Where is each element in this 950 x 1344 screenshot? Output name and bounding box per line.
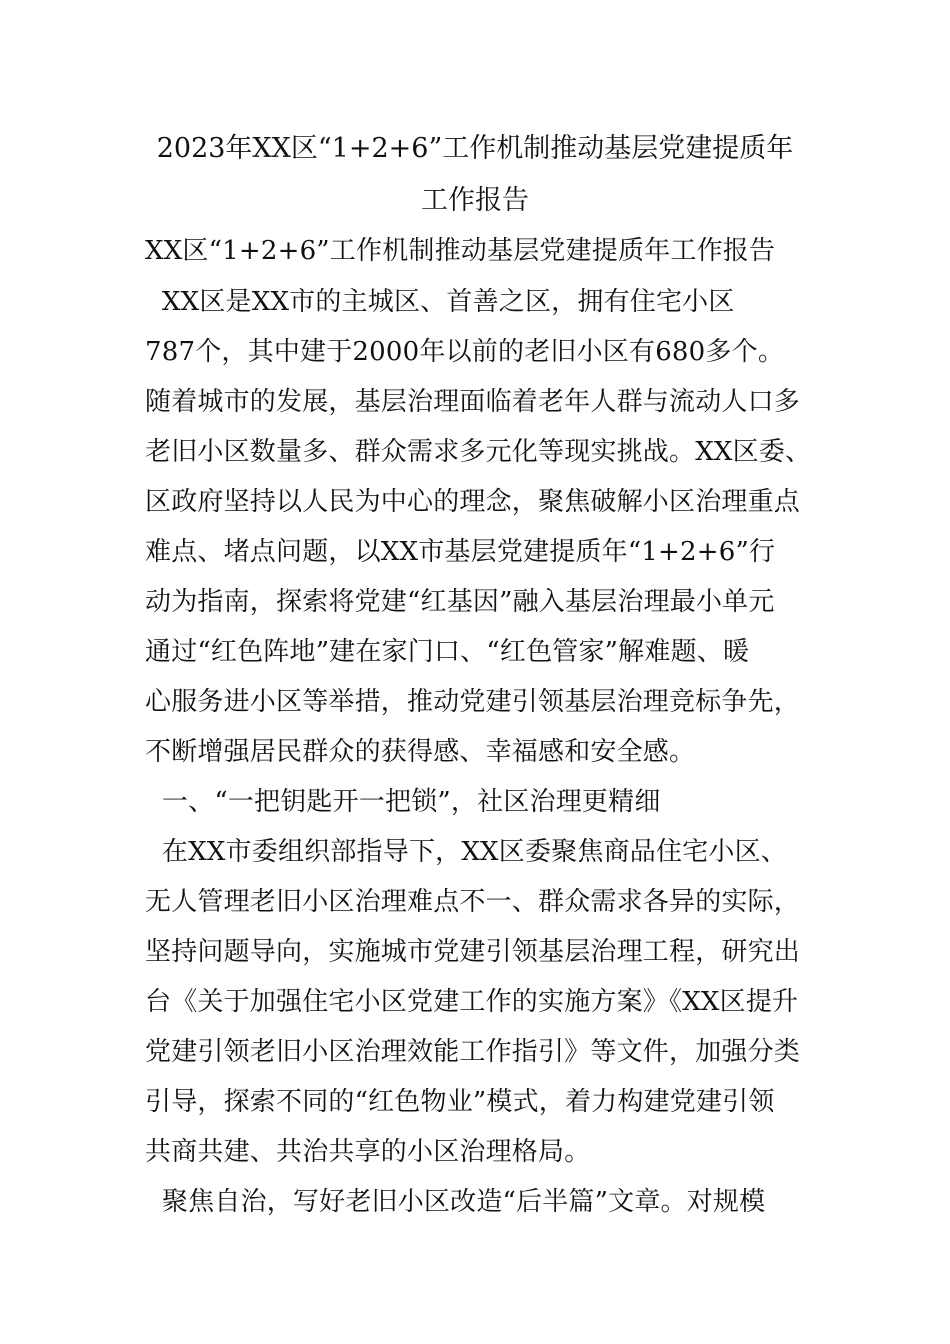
body-line: 坚持问题导向，实施城市党建引领基层治理工程，研究出 [145,937,801,967]
body-line: 不断增强居民群众的获得感、幸福感和安全感。 [145,737,696,767]
body-line: 台《关于加强住宅小区党建工作的实施方案》《XX区提升 [145,987,799,1017]
section-heading: 一、“一把钥匙开一把锁”，社区治理更精细 [145,787,661,817]
body-line: 引导，探索不同的“红色物业”模式，着力构建党建引领 [145,1087,775,1117]
body-line: 随着城市的发展，基层治理面临着老年人群与流动人口多 [145,387,801,417]
body-line: 难点、堵点问题，以XX市基层党建提质年“1+2+6”行 [145,537,776,567]
body-line: 共商共建、共治共享的小区治理格局。 [145,1137,591,1167]
body-line: 聚焦自治，写好老旧小区改造“后半篇”文章。对规模 [145,1187,766,1217]
document-subtitle: XX区“1+2+6”工作机制推动基层党建提质年工作报告 [145,236,776,266]
body-line: 通过“红色阵地”建在家门口、“红色管家”解难题、暖 [145,637,750,667]
document-title-line-1: 2023年XX区“1+2+6”工作机制推动基层党建提质年 [156,133,794,164]
document-title-line-2: 工作报告 [421,185,529,216]
body-line: 在XX市委组织部指导下，XX区委聚焦商品住宅小区、 [145,837,787,867]
body-line: XX区是XX市的主城区、首善之区，拥有住宅小区 [145,287,735,317]
body-line: 787个，其中建于2000年以前的老旧小区有680多个。 [145,337,785,367]
body-line: 区政府坚持以人民为中心的理念，聚焦破解小区治理重点 [145,487,801,517]
body-line: 党建引领老旧小区治理效能工作指引》等文件，加强分类 [145,1037,801,1067]
body-line: 无人管理老旧小区治理难点不一、群众需求各异的实际， [145,887,801,917]
body-line: 动为指南，探索将党建“红基因”融入基层治理最小单元 [145,587,775,617]
body-line: 心服务进小区等举措，推动党建引领基层治理竞标争先， [145,687,801,717]
body-line: 老旧小区数量多、群众需求多元化等现实挑战。XX区委、 [145,437,812,467]
